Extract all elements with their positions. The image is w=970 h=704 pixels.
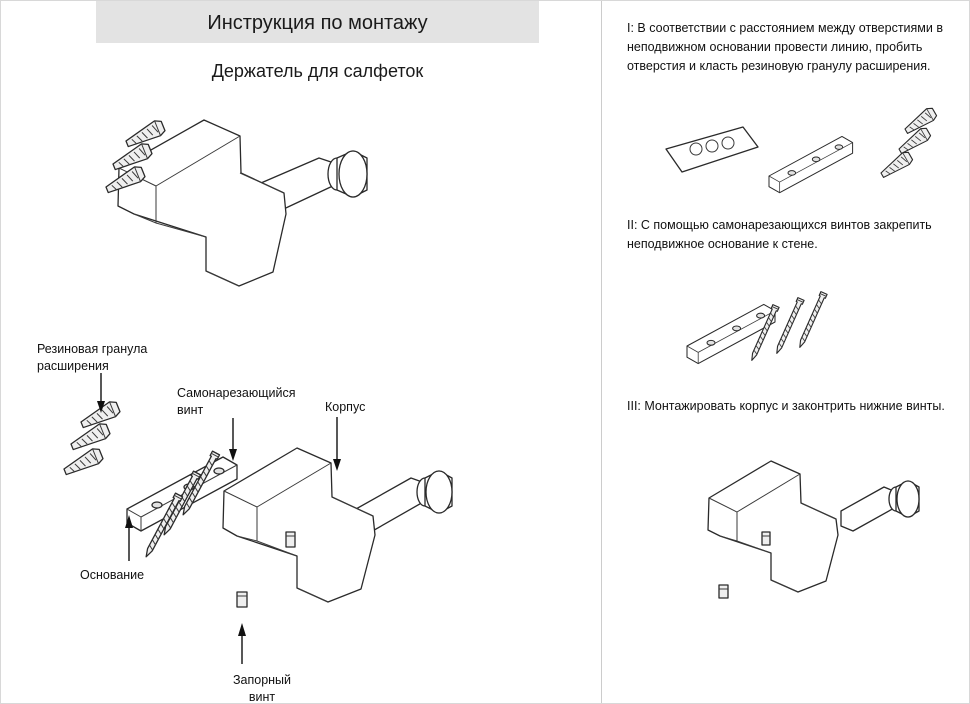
- step-2-text: II: С помощью самонарезающихся винтов закрепить неподвижное основание к стене.: [627, 218, 932, 251]
- callout-body: Корпус: [325, 400, 366, 414]
- step-1-illustration: [666, 106, 938, 193]
- arrow-base: [125, 515, 133, 561]
- rubber-granule-part: [61, 447, 104, 477]
- callout-self-tapping-screw: [177, 385, 307, 419]
- step-3-illustration: [708, 461, 919, 598]
- callout-lockscrew-line1: Запорный: [232, 673, 292, 687]
- arrow-body: [333, 417, 341, 471]
- self-tapping-screw-part: [161, 471, 201, 537]
- rubber-granule-part: [78, 400, 121, 430]
- callout-screw-line2: винт: [177, 403, 204, 417]
- step-2-illustration: [687, 292, 827, 364]
- callout-rubber-granule-line2: расширения: [37, 359, 109, 373]
- column-divider: [601, 1, 602, 704]
- product-subtitle: Держатель для салфеток: [211, 61, 424, 81]
- base-rail-part: [127, 457, 237, 531]
- rubber-granule-part: [68, 422, 111, 452]
- callout-lockscrew-line2: винт: [248, 690, 276, 704]
- page-title: Инструкция по монтажу: [207, 12, 428, 34]
- locking-screw-part: [237, 532, 295, 607]
- holder-body-part: [223, 448, 452, 602]
- callout-base: Основание: [80, 568, 145, 582]
- step-3-text: III: Монтажировать корпус и законтрить нижние винты.: [627, 399, 945, 413]
- callout-rubber-granule: [37, 341, 177, 375]
- callout-screw-line1: Самонарезающийся: [177, 386, 296, 400]
- step-1-text: I: В соответствии с расстоянием между отверстиями в неподвижном основании провести линию, пробить отверстия и класть резиновую гранулу расширения.: [627, 21, 943, 73]
- arrow-granule: [97, 373, 105, 413]
- callout-rubber-granule-line1: Резиновая гранула: [37, 342, 148, 356]
- arrow-screw: [229, 418, 237, 461]
- callout-locking-screw: [207, 672, 317, 704]
- arrow-locking-screw: [238, 623, 246, 664]
- self-tapping-screw-part: [143, 493, 183, 559]
- self-tapping-screw-part: [180, 451, 220, 517]
- assembled-holder-top-view: [103, 119, 367, 286]
